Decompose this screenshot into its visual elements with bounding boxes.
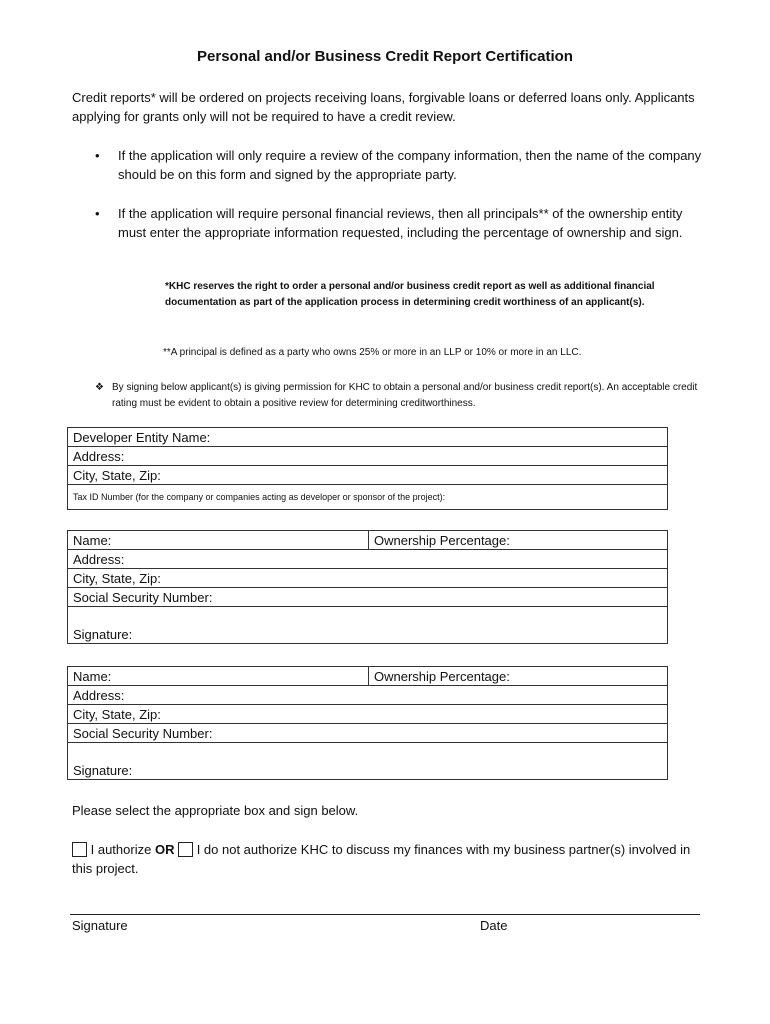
principal-box-2 — [67, 666, 668, 780]
principal-note: **A principal is defined as a party who owns 25% or more in an LLP or 10% or more in an LLC. — [163, 347, 582, 358]
bullet-personal-review — [95, 204, 705, 242]
diamond-bullet-icon: ❖ — [95, 382, 104, 393]
developer-city-state-zip-field[interactable]: City, State, Zip: — [68, 466, 668, 485]
developer-address-field[interactable]: Address: — [68, 447, 668, 466]
or-label: OR — [154, 842, 175, 857]
select-instruction: Please select the appropriate box and sign below. — [72, 803, 359, 818]
principal-1-ssn-field[interactable]: Social Security Number: — [68, 588, 668, 607]
principal-1-name-field[interactable]: Name: — [68, 531, 369, 550]
authorization-options — [72, 840, 692, 878]
principal-1-signature-field[interactable]: Signature: — [68, 607, 668, 644]
khc-note: *KHC reserves the right to order a personal and/or business credit report as well as additional financial documentation as part of the application process in determining credit worthiness of an applicant(s). — [165, 281, 655, 308]
principal-1-ownership-field[interactable]: Ownership Percentage: — [369, 531, 668, 550]
developer-entity-name-field[interactable]: Developer Entity Name: — [68, 428, 668, 447]
tax-id-field[interactable]: Tax ID Number (for the company or companies acting as developer or sponsor of the project): — [68, 485, 668, 510]
bullet-text: If the application will require personal financial reviews, then all principals** of the ownership entity must enter the appropriate information requested, including the percentage of ownership and sign. — [118, 206, 683, 240]
do-not-authorize-label: I do not authorize KHC to discuss my finances with my business partner(s) involved in this project. — [72, 842, 691, 876]
intro-paragraph: Credit reports* will be ordered on projects receiving loans, forgivable loans or deferred loans only. Applicants applying for grants only will not be required to have a credit review. — [72, 90, 695, 124]
consent-text: By signing below applicant(s) is giving permission for KHC to obtain a personal and/or business credit report(s). An acceptable credit rating must be evident to obtain a positive review for determining creditworthiness. — [112, 382, 698, 409]
principal-1-city-state-zip-field[interactable]: City, State, Zip: — [68, 569, 668, 588]
developer-info-box — [67, 427, 668, 510]
signature-label: Signature — [72, 918, 128, 933]
authorize-label: I authorize — [90, 842, 152, 857]
bullet-dot-icon: • — [95, 206, 100, 221]
page-title: Personal and/or Business Credit Report Certification — [197, 48, 573, 65]
principal-2-ownership-field[interactable]: Ownership Percentage: — [369, 667, 668, 686]
consent-statement — [95, 380, 705, 412]
do-not-authorize-checkbox[interactable] — [178, 842, 193, 857]
signature-line[interactable] — [70, 914, 700, 915]
principal-1-address-field[interactable]: Address: — [68, 550, 668, 569]
date-label: Date — [480, 918, 508, 933]
principal-2-name-field[interactable]: Name: — [68, 667, 369, 686]
principal-2-ssn-field[interactable]: Social Security Number: — [68, 724, 668, 743]
principal-2-city-state-zip-field[interactable]: City, State, Zip: — [68, 705, 668, 724]
bullet-dot-icon: • — [95, 148, 100, 163]
principal-2-signature-field[interactable]: Signature: — [68, 743, 668, 780]
authorize-checkbox[interactable] — [72, 842, 87, 857]
bullet-company-review — [95, 146, 705, 184]
bullet-text: If the application will only require a review of the company information, then the name of the company should be on this form and signed by the appropriate party. — [118, 148, 702, 182]
principal-2-address-field[interactable]: Address: — [68, 686, 668, 705]
principal-box-1 — [67, 530, 668, 644]
